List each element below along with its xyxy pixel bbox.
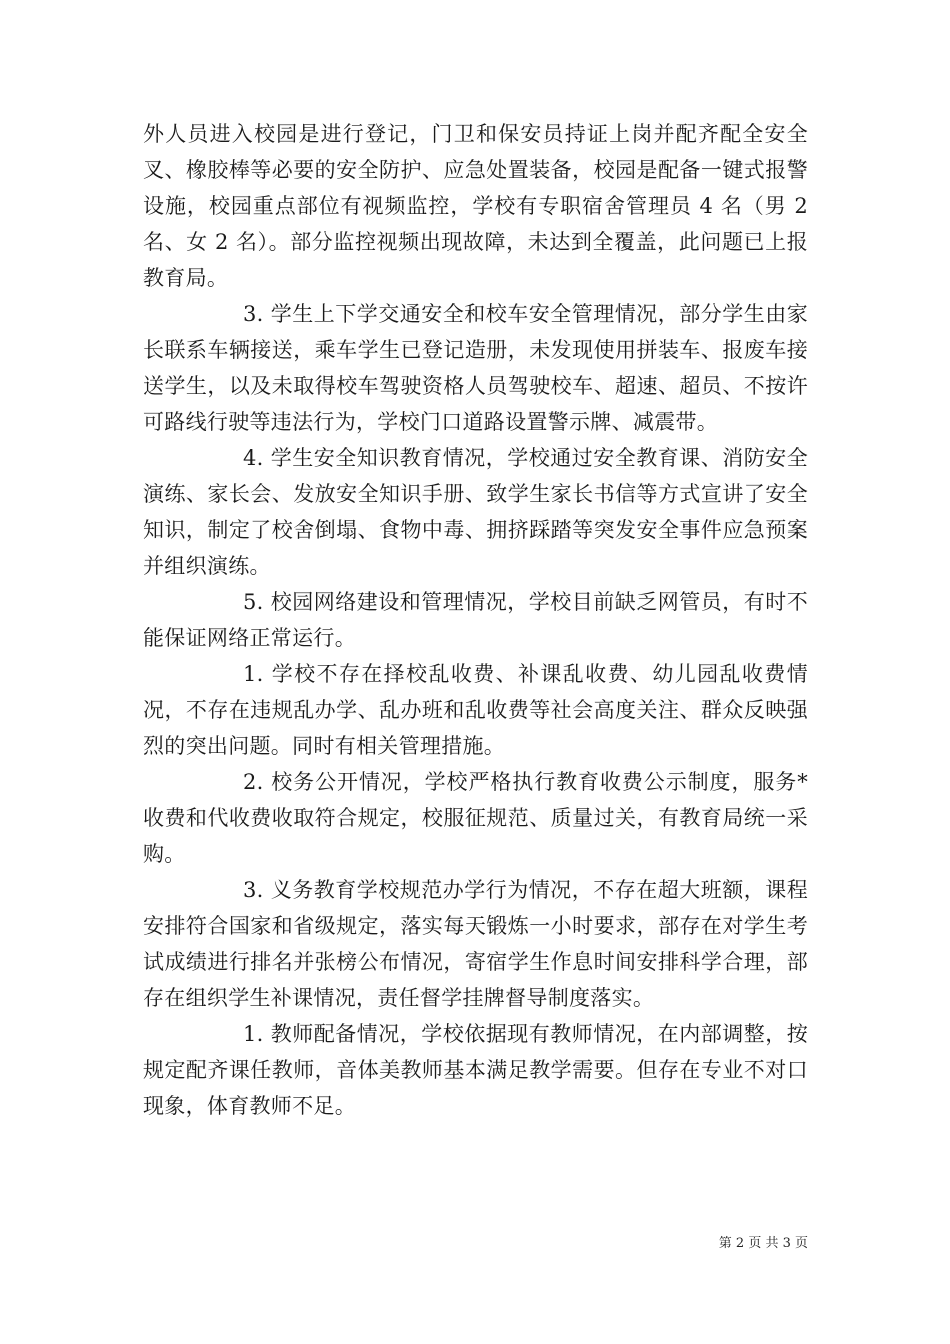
paragraph-security-staff: 外人员进入校园是进行登记，门卫和保安员持证上岗并配齐配全安全叉、橡胶棒等必要的安全防护、应急处置装备，校园是配备一键式报警设施，校园重点部位有视频监控，学校有专职宿舍管理员 4 名（男 2 名、女 2 名）。部分监控视频出现故障，未达到全覆盖，此问题已上报教育局。 (143, 122, 808, 290)
paragraph-school-affairs: 2. 校务公开情况，学校严格执行教育收费公示制度，服务*收费和代收费收取符合规定，校服征规范、质量过关，有教育局统一采购。 (143, 770, 808, 866)
paragraph-traffic-safety: 3. 学生上下学交通安全和校车安全管理情况，部分学生由家长联系车辆接送，乘车学生已登记造册，未发现使用拼装车、报废车接送学生，以及未取得校车驾驶资格人员驾驶校车、超速、超员、不按许可路线行驶等违法行为，学校门口道路设置警示牌、减震带。 (143, 302, 808, 434)
paragraph-fees: 1. 学校不存在择校乱收费、补课乱收费、幼儿园乱收费情况，不存在违规乱办学、乱办班和乱收费等社会高度关注、群众反映强烈的突出问题。同时有相关管理措施。 (143, 662, 808, 758)
paragraph-teacher-staffing: 1. 教师配备情况，学校依据现有教师情况，在内部调整，按规定配齐课任教师，音体美教师基本满足教学需要。但存在专业不对口现象，体育教师不足。 (143, 1022, 808, 1118)
paragraph-campus-network: 5. 校园网络建设和管理情况，学校目前缺乏网管员，有时不能保证网络正常运行。 (143, 590, 808, 650)
document-body (143, 116, 808, 1124)
page-number: 第 2 页 共 3 页 (718, 1236, 808, 1251)
paragraph-compulsory-education: 3. 义务教育学校规范办学行为情况，不存在超大班额，课程安排符合国家和省级规定，落实每天锻炼一小时要求，部存在对学生考试成绩进行排名并张榜公布情况，寄宿学生作息时间安排科学合理，部存在组织学生补课情况，责任督学挂牌督导制度落实。 (143, 878, 808, 1010)
paragraph-safety-education: 4. 学生安全知识教育情况，学校通过安全教育课、消防安全演练、家长会、发放安全知识手册、致学生家长书信等方式宣讲了安全知识，制定了校舍倒塌、食物中毒、拥挤踩踏等突发安全事件应急预案并组织演练。 (143, 446, 808, 578)
